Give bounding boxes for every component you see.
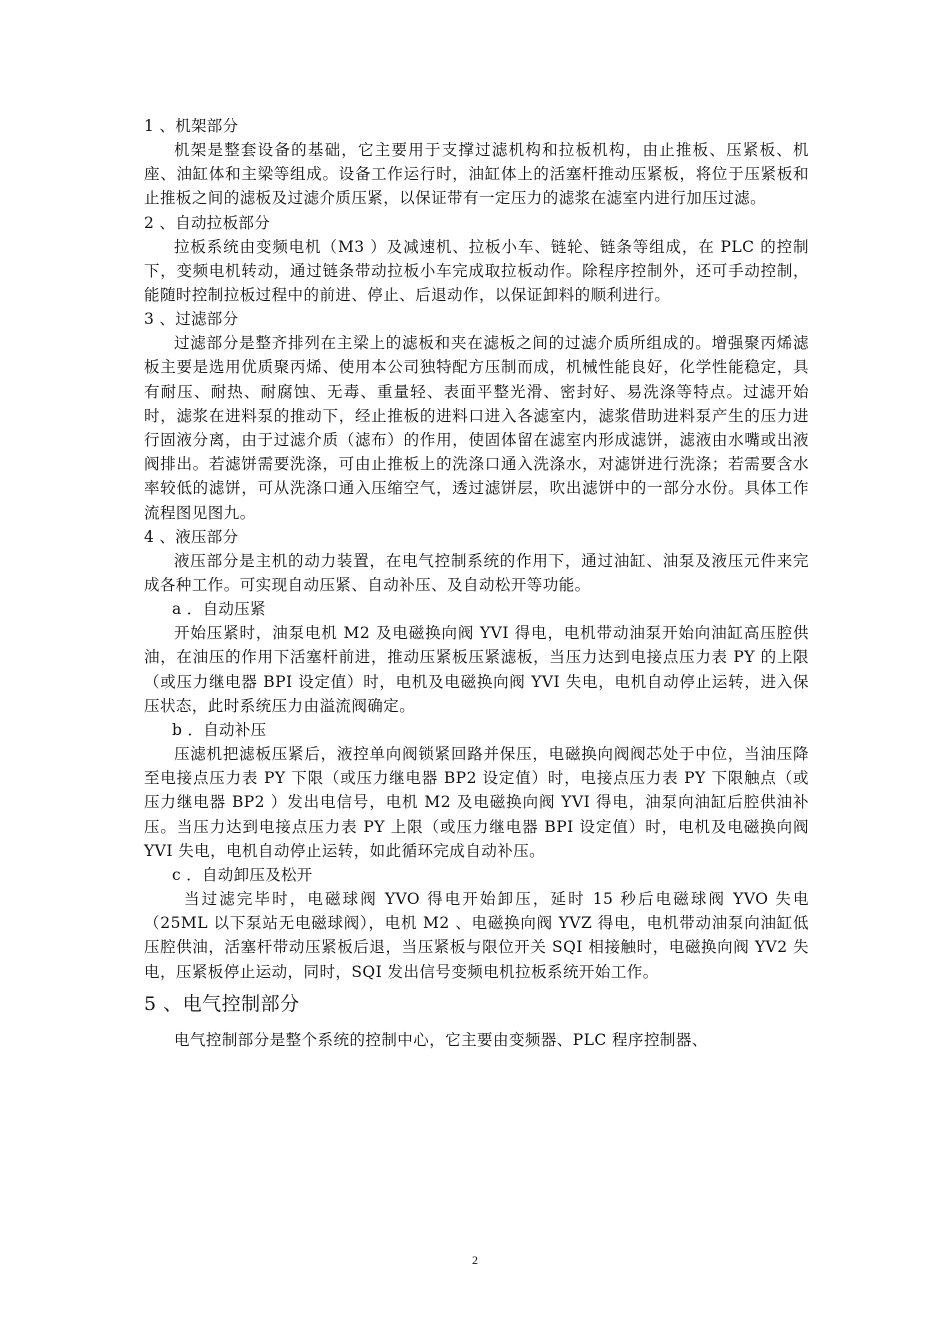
- subsection-b-paragraph: 压滤机把滤板压紧后，液控单向阀锁紧回路并保压，电磁换向阀阀芯处于中位，当油压降至电接点压力表 PY 下限（或压力继电器 BP2 设定值）时，电接点压力表 PY 下限触点（或压力继电器 BP2 ）发出电信号，电机 M2 及电磁换向阀 YVI 得电，油泵向油缸后腔供油补压。当压力达到电接点压力表 PY 上限（或压力继电器 BPI 设定值）时，电机及电磁换向阀 YVI 失电，电机自动停止运转，如此循环完成自动补压。: [144, 745, 809, 860]
- section-3-paragraph: 过滤部分是整齐排列在主梁上的滤板和夹在滤板之间的过滤介质所组成的。增强聚丙烯滤板主要是选用优质聚丙烯、使用本公司独特配方压制而成，机械性能良好，化学性能稳定，具有耐压、耐热、耐腐蚀、无毒、重量轻、表面平整光滑、密封好、易洗涤等特点。过滤开始时，滤浆在进料泵的推动下，经止推板的进料口进入各滤室内，滤浆借助进料泵产生的压力进行固液分离，由于过滤介质（滤布）的作用，使固体留在滤室内形成滤饼，滤液由水嘴或出液阀排出。若滤饼需要洗涤，可由止推板上的洗涤口通入洗涤水，对滤饼进行洗涤；若需要含水率较低的滤饼，可从洗涤口通入压缩空气，透过滤饼层，吹出滤饼中的一部分水份。具体工作流程图见图九。: [144, 334, 809, 522]
- section-5-paragraph: 电气控制部分是整个系统的控制中心，它主要由变频器、PLC 程序控制器、: [174, 1030, 708, 1049]
- section-2-paragraph: 拉板系统由变频电机（M3 ）及减速机、拉板小车、链轮、链条等组成，在 PLC 的控制下，变频电机转动，通过链条带动拉板小车完成取拉板动作。除程序控制外，还可手动控制，能随时控制拉板过程中的前进、停止、后退动作，以保证卸料的顺利进行。: [144, 237, 809, 305]
- section-3-heading: 3 、过滤部分: [144, 310, 239, 329]
- section-4-heading: 4 、液压部分: [144, 527, 239, 546]
- section-1-heading: 1 、机架部分: [144, 117, 239, 135]
- subsection-a-heading: a ．自动压紧: [172, 600, 266, 619]
- section-2-heading: 2 、自动拉板部分: [144, 213, 270, 232]
- page-number: 2: [472, 1253, 478, 1267]
- section-4-paragraph: 液压部分是主机的动力装置，在电气控制系统的作用下，通过油缸、油泵及液压元件来完成各种工作。可实现自动压紧、自动补压、及自动松开等功能。: [144, 551, 809, 595]
- subsection-c-heading: c ．自动卸压及松开: [172, 866, 313, 885]
- subsection-b-heading: b ．自动补压: [172, 721, 267, 740]
- section-1-paragraph: 机架是整套设备的基础，它主要用于支撑过滤机构和拉板机构，由止推板、压紧板、机座、油缸体和主梁等组成。设备工作运行时，油缸体上的活塞杆推动压紧板，将位于压紧板和止推板之间的滤板及过滤介质压紧，以保证带有一定压力的滤浆在滤室内进行加压过滤。: [144, 141, 809, 208]
- section-5-heading: 5 、电气控制部分: [144, 992, 300, 1015]
- subsection-a-paragraph: 开始压紧时，油泵电机 M2 及电磁换向阀 YVI 得电，电机带动油泵开始向油缸高压腔供油，在油压的作用下活塞杆前进，推动压紧板压紧滤板，当压力达到电接点压力表 PY 的上限（或压力继电器 BPI 设定值）时，电机及电磁换向阀 YVI 失电，电机自动停止运转，进入保压状态，此时系统压力由溢流阀确定。: [144, 624, 809, 715]
- document-body: [144, 114, 809, 1052]
- subsection-c-paragraph: 当过滤完毕时，电磁球阀 YVO 得电开始卸压，延时 15 秒后电磁球阀 YVO 失电（25ML 以下泵站无电磁球阀），电机 M2 、电磁换向阀 YVZ 得电，电机带动油泵向油缸低压腔供油，活塞杆带动压紧板后退，当压紧板与限位开关 SQI 相接触时，电磁换向阀 YV2 失电，压紧板停止运动，同时，SQI 发出信号变频电机拉板系统开始工作。: [144, 890, 809, 981]
